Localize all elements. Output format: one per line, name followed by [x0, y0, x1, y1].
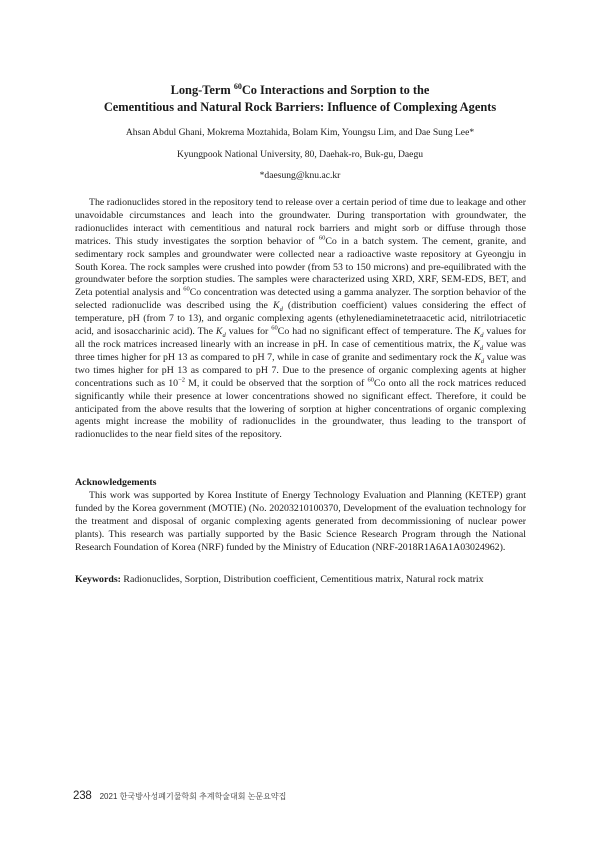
author-list: Ahsan Abdul Ghani, Mokrema Moztahida, Bolam Kim, Youngsu Lim, and Dae Sung Lee* — [125, 127, 475, 138]
acknowledgements-heading: Acknowledgements — [75, 477, 157, 488]
proceedings-title: 2021 한국방사성폐기물학회 추계학술대회 논문요약집 — [99, 792, 287, 801]
page-number: 238 — [73, 790, 92, 802]
keywords-label: Keywords: — [75, 574, 121, 585]
paper-title: Long-Term $^{60}$Co Interactions and Sorption to the Cementitious and Natural Rock Barriers: Influence of Complexing Agents — [103, 81, 497, 114]
title-superscript: 60 — [233, 81, 242, 91]
page-footer — [73, 790, 286, 802]
title-line-2: Cementitious and Natural Rock Barriers: Influence of Complexing Agents — [103, 100, 497, 114]
keywords-text: Radionuclides, Sorption, Distribution coefficient, Cementitious matrix, Natural rock matrix — [120, 574, 484, 585]
abstract-paragraph: The radionuclides stored in the repository tend to release over a certain period of time due to leakage and other unavoidable circumstances and leach into the groundwater. During transportation with groundwater, the radionuclides interact with cementitious and natural rock barriers and might sorb or diffuse through those matrices. This study investigates the sorption behavior of $^{60}$Co in a batch system. The cement, granite, and sedimentary rock samples and groundwater were collected near a radioactive waste repository at Gyeongju in South Korea. The rock samples were crushed into powder (from 53 to 150 microns) and pre-equilibrated with the groundwater before the sorption studies. The samples were characterized using XRD, XRF, SEM-EDS, BET, and Zeta potential analysis and $^{60}$Co concentration was detected using a gamma analyzer. The sorption behavior of the selected radionuclide was described using the $K_d$ (distribution coefficient) values considering the effect of temperature, pH (from 7 to 13), and organic complexing agents (ethylenediaminetetraacetic acid, nitrilotriacetic acid, and isosaccharinic acid). The $K_d$ values for $^{60}$Co had no significant effect of temperature. The $K_d$ values for all the rock matrices increased linearly with an increase in pH. In case of cementitious matrix, the $K_d$ value was three times higher for pH 13 as compared to pH 7, while in case of granite and sedimentary rock the $K_d$ value was two times higher for pH 13 as compared to pH 7. Due to the presence of organic complexing agents at higher concentrations such as $10^{-2}$ M, it could be observed that the sorption of $^{60}$Co onto all the rock matrices reduced significantly while their presence at lower concentrations showed no significant effect. Therefore, it could be anticipated from the above results that the lowering of sorption at higher concentrations of organic complexing agents might increase the mobility of radionuclides in the groundwater, thus leading to the transport of radionuclides to the near field sites of the repository. — [75, 197, 527, 441]
corresponding-email: *daesung@knu.ac.kr — [259, 170, 341, 181]
keywords-line — [75, 574, 526, 586]
affiliation: Kyungpook National University, 80, Daehak-ro, Buk-gu, Daegu — [176, 149, 424, 160]
acknowledgements-body: This work was supported by Korea Institute of Energy Technology Evaluation and Planning (KETEP) grant funded by the Korea government (MOTIE) (No. 20203210100370, Development of the evaluation technology for the treatment and disposal of organic complexing agents generated from decommissioning of nuclear power plants). This research was partially supported by the Basic Science Research Program through the National Research Foundation of Korea (NRF) funded by the Ministry of Education (NRF-2018R1A6A1A03024962). — [75, 490, 526, 553]
